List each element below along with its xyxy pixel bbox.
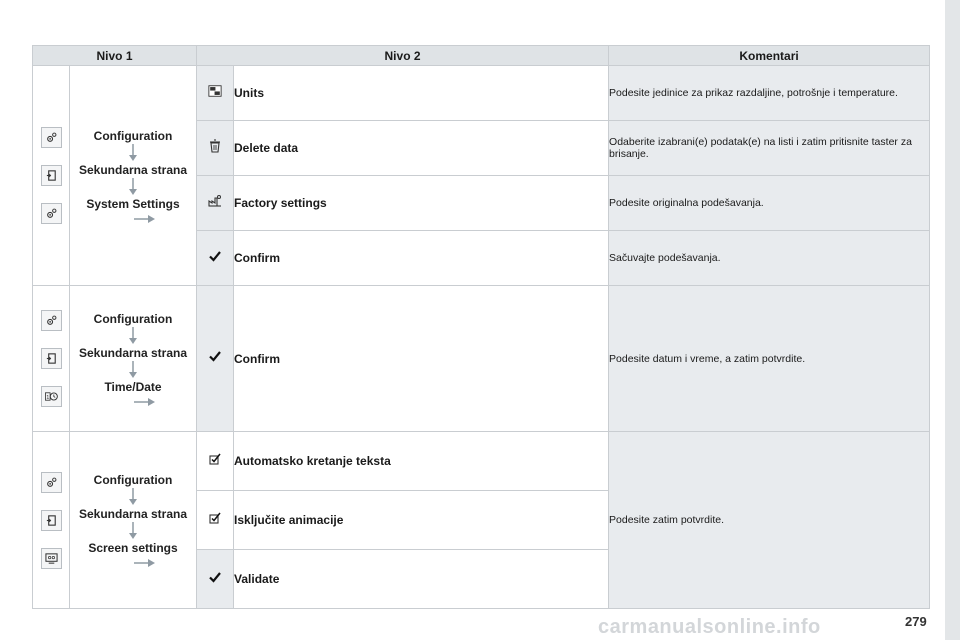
page-icon: [41, 510, 62, 531]
chain-step-secondary-page: Sekundarna strana: [78, 345, 188, 360]
table-row: [33, 432, 930, 491]
table-row: [33, 66, 930, 121]
checkbox-icon: [208, 511, 222, 525]
chain-step-configuration: Configuration: [93, 128, 173, 143]
units-icon-cell: [197, 66, 234, 121]
checkmark-icon: [208, 570, 222, 584]
arrow-right-icon: [134, 558, 156, 568]
arrow-right-icon: [134, 214, 156, 224]
factory-settings-label: Factory settings: [234, 176, 609, 231]
settings-gear-icon: [41, 310, 62, 331]
chain-step-secondary-page: Sekundarna strana: [78, 162, 188, 177]
checkbox-icon: [208, 452, 222, 466]
auto-scroll-label: Automatsko kretanje teksta: [234, 432, 609, 491]
validate-icon-cell: [197, 550, 234, 609]
group2-level1-chain: [70, 286, 197, 432]
arrow-right-icon: [134, 397, 156, 407]
group2-icon-column: [33, 286, 70, 432]
arrow-down-icon: [126, 522, 140, 540]
delete-icon-cell: [197, 121, 234, 176]
group1-icon-column: [33, 66, 70, 286]
settings-gear-icon: [41, 127, 62, 148]
factory-settings-comment: Podesite originalna podešavanja.: [609, 176, 930, 231]
units-label: Units: [234, 66, 609, 121]
validate-label: Validate: [234, 550, 609, 609]
screen-icon: [41, 548, 62, 569]
chain-step-time-date: Time/Date: [104, 379, 162, 394]
arrow-down-icon: [126, 144, 140, 162]
header-nivo-1: Nivo 1: [33, 46, 197, 66]
arrow-down-icon: [126, 327, 140, 345]
page-icon: [41, 348, 62, 369]
table-header-row: [33, 46, 930, 66]
header-nivo-2: Nivo 2: [197, 46, 609, 66]
page-edge-strip: [945, 0, 960, 640]
header-komentari: Komentari: [609, 46, 930, 66]
screen-settings-comment: Podesite zatim potvrdite.: [609, 432, 930, 609]
trash-icon: [208, 139, 222, 153]
group1-level1-chain: [70, 66, 197, 286]
delete-data-comment: Odaberite izabrani(e) podatak(e) na listi i zatim pritisnite taster za brisanje.: [609, 121, 930, 176]
checkmark-icon: [208, 349, 222, 363]
arrow-down-icon: [126, 178, 140, 196]
confirm-label: Confirm: [234, 286, 609, 432]
confirm-icon-cell: [197, 286, 234, 432]
settings-gear-icon: [41, 203, 62, 224]
settings-gear-icon: [41, 472, 62, 493]
units-comment: Podesite jedinice za prikaz razdaljine, potrošnje i temperature.: [609, 66, 930, 121]
factory-settings-icon: [208, 194, 222, 208]
confirm-label: Confirm: [234, 231, 609, 286]
svg-text:1: 1: [45, 394, 49, 401]
page-number: 279: [905, 614, 927, 629]
chain-step-secondary-page: Sekundarna strana: [78, 507, 188, 521]
watermark: carmanualsonline.info: [598, 616, 821, 638]
settings-table: [32, 45, 930, 609]
disable-animations-icon-cell: [197, 491, 234, 550]
delete-data-label: Delete data: [234, 121, 609, 176]
group3-icon-column: [33, 432, 70, 609]
units-icon: [208, 84, 222, 98]
arrow-down-icon: [126, 361, 140, 379]
confirm-comment: Sačuvajte podešavanja.: [609, 231, 930, 286]
factory-icon-cell: [197, 176, 234, 231]
page-icon: [41, 165, 62, 186]
chain-step-configuration: Configuration: [93, 311, 173, 326]
disable-animations-label: Isključite animacije: [234, 491, 609, 550]
chain-step-configuration: Configuration: [93, 473, 173, 487]
group3-level1-chain: [70, 432, 197, 609]
auto-scroll-icon-cell: [197, 432, 234, 491]
clock-icon: [41, 386, 62, 407]
chain-step-system-settings: System Settings: [86, 196, 180, 211]
confirm-icon-cell: [197, 231, 234, 286]
table-row: [33, 286, 930, 432]
chain-step-screen-settings: Screen settings: [88, 541, 178, 555]
arrow-down-icon: [126, 488, 140, 506]
checkmark-icon: [208, 249, 222, 263]
time-date-comment: Podesite datum i vreme, a zatim potvrdite.: [609, 286, 930, 432]
